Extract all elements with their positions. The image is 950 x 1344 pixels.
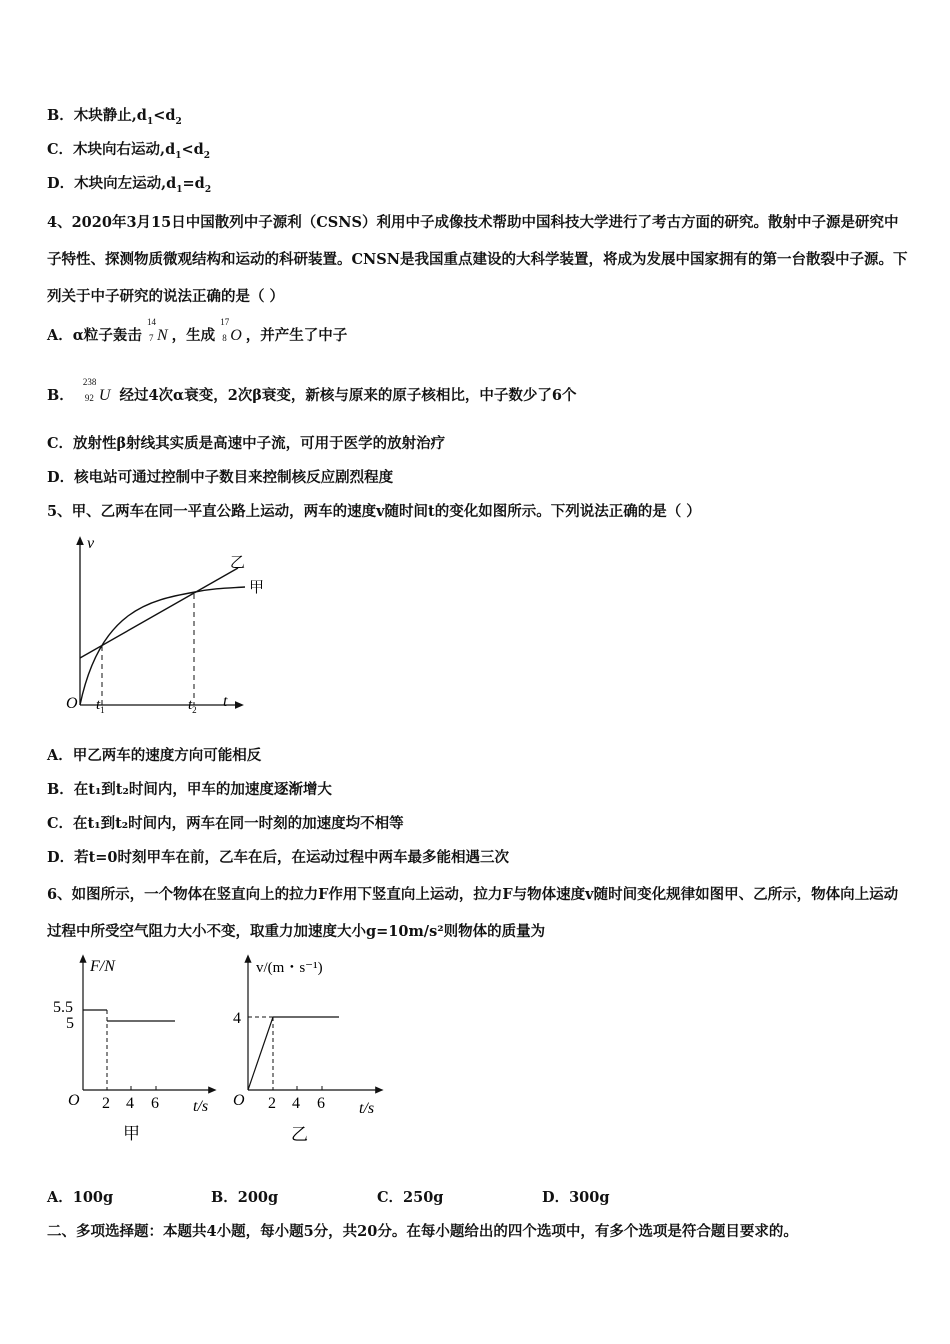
t2-letter: t [188, 697, 193, 713]
q6-option-a: A．100g [47, 1189, 114, 1206]
y-tick-4: 4 [233, 1010, 241, 1027]
label-yi: 乙 [230, 555, 246, 571]
element-symbol: O [230, 327, 242, 344]
x-tick-4: 4 [126, 1095, 134, 1112]
y-tick-5: 5 [66, 1015, 74, 1032]
q3-option-d-tail: =d [182, 175, 205, 192]
t2-label [188, 697, 197, 715]
origin-label: O [68, 1092, 80, 1109]
q4-option-a-tail: ，并产生了中子 [245, 327, 348, 344]
subscript: 1 [175, 150, 182, 161]
q6-ft-graph [48, 950, 223, 1150]
t1-letter: t [96, 697, 101, 713]
q4-option-b-text: 经过4次α衰变，2次β衰变，新核与原来的原子核相比，中子数少了6个 [119, 387, 577, 404]
q5-option-d: D．若t=0时刻甲车在前，乙车在后，在运动过程中两车最多能相遇三次 [47, 849, 510, 866]
t1-sub: 1 [100, 705, 105, 715]
mass-number: 14 [146, 317, 156, 327]
q3-option-c-tail: <d [181, 141, 204, 158]
subscript: 2 [203, 150, 211, 161]
q3-option-b-tail: <d [153, 107, 176, 124]
q4-option-d: D．核电站可通过控制中子数目来控制核反应剧烈程度 [47, 469, 394, 486]
q4-option-a-text: A．α粒子轰击 [47, 327, 142, 344]
caption-jia: 甲 [123, 1124, 140, 1143]
y-label: F/N [90, 958, 115, 975]
q3-option-b [47, 104, 182, 127]
q5-vt-graph [60, 530, 280, 720]
q5-option-a: A．甲乙两车的速度方向可能相反 [47, 747, 262, 764]
section-2-heading: 二、多项选择题：本题共4小题，每小题5分，共20分。在每小题给出的四个选项中，有多个选项是符合题目要求的。 [47, 1223, 798, 1240]
x-tick-4: 4 [292, 1095, 300, 1112]
curve-jia [80, 587, 245, 705]
q3-option-b-text: B．木块静止,d [47, 107, 147, 124]
isotope-oxygen [220, 317, 242, 345]
t1-label [96, 697, 105, 715]
atomic-number: 7 [148, 333, 154, 343]
q3-option-c [47, 138, 210, 161]
q3-option-d [47, 172, 211, 195]
element-symbol: N [156, 327, 168, 344]
origin-label: O [66, 695, 78, 712]
t2-sub: 2 [192, 705, 197, 715]
q6-stem: 6、如图所示，一个物体在竖直向上的拉力F作用下竖直向上运动，拉力F与物体速度v随时间变化规律如图甲、乙所示，物体向上运动过程中所受空气阻力大小不变，取重力加速度大小g=10m/s²则物体的质量为 [47, 886, 899, 940]
element-symbol: U [98, 387, 111, 404]
x-tick-6: 6 [151, 1095, 159, 1112]
q5-option-b: B．在t₁到t₂时间内，甲车的加速度逐渐增大 [47, 781, 332, 798]
x-label: t/s [359, 1100, 375, 1117]
q4-option-b [47, 377, 577, 405]
y-label: v [87, 535, 95, 552]
subscript: 2 [204, 184, 212, 195]
atomic-number: 92 [84, 393, 94, 403]
line-yi [80, 568, 238, 658]
q3-option-d-text: D．木块向左运动,d [47, 175, 177, 192]
q6-option-b: B．200g [211, 1189, 279, 1206]
q4-option-a-mid: ，生成 [171, 327, 216, 344]
y-label: v/(m・s⁻¹) [256, 960, 323, 976]
subscript: 1 [146, 116, 154, 127]
q5-stem: 5、甲、乙两车在同一平直公路上运动，两车的速度v随时间t的变化如图所示。下列说法正确的是（ ） [47, 503, 701, 520]
isotope-nitrogen [146, 317, 168, 345]
mass-number: 17 [220, 317, 230, 327]
subscript: 1 [176, 184, 183, 195]
q6-vt-graph [225, 950, 395, 1150]
q6-option-c: C．250g [377, 1189, 444, 1206]
x-tick-2: 2 [102, 1095, 110, 1112]
atomic-number: 8 [222, 333, 227, 343]
v-ramp [248, 1017, 273, 1090]
q4-option-b-label: B． [47, 387, 74, 404]
q5-option-c: C．在t₁到t₂时间内，两车在同一时刻的加速度均不相等 [47, 815, 404, 832]
y-tick-5-5: 5.5 [53, 999, 73, 1016]
x-label: t [223, 693, 228, 710]
x-tick-6: 6 [317, 1095, 325, 1112]
q3-option-c-text: C．木块向右运动,d [47, 141, 176, 158]
q4-stem: 4、2020年3月15日中国散列中子源利（CSNS）利用中子成像技术帮助中国科技大学进行了考古方面的研究。散射中子源是研究中子特性、探测物质微观结构和运动的科研装置。CNSN是我国重点建设的大科学装置，将成为发展中国家拥有的第一台散裂中子源。下列关于中子研究的说法正确的是（ ） [47, 214, 908, 305]
subscript: 2 [175, 116, 182, 127]
q4-option-a [47, 317, 348, 345]
q4-option-c: C．放射性β射线其实质是高速中子流，可用于医学的放射治疗 [47, 435, 446, 452]
mass-number: 238 [82, 377, 97, 387]
q6-option-d: D．300g [542, 1189, 610, 1206]
isotope-uranium [82, 377, 111, 405]
x-label: t/s [193, 1098, 209, 1115]
label-jia: 甲 [249, 580, 265, 596]
x-tick-2: 2 [268, 1095, 276, 1112]
origin-label: O [233, 1092, 245, 1109]
caption-yi: 乙 [291, 1125, 308, 1144]
